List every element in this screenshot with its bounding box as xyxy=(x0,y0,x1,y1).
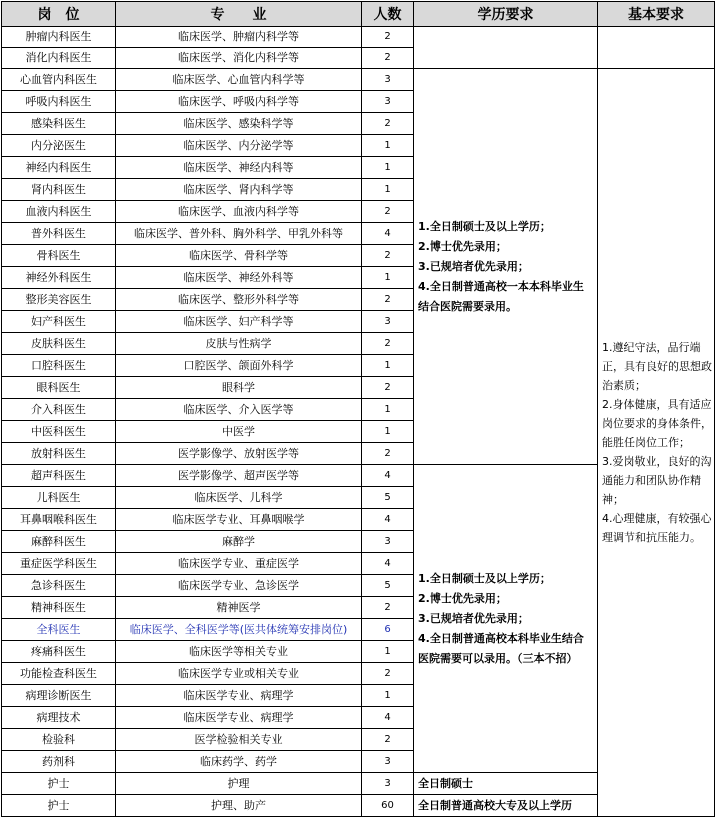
basic-requirement-line: 1.遵纪守法，品行端正，具有良好的思想政治素质； xyxy=(602,341,712,392)
position-cell: 耳鼻咽喉科医生 xyxy=(2,509,116,531)
major-cell: 临床医学、肾内科学等 xyxy=(116,179,362,201)
major-cell: 临床医学、心血管内科学等 xyxy=(116,69,362,91)
position-cell: 病理技术 xyxy=(2,707,116,729)
major-cell: 医学影像学、放射医学等 xyxy=(116,443,362,465)
table-row xyxy=(2,69,715,91)
count-cell: 3 xyxy=(362,311,414,333)
position-cell: 妇产科医生 xyxy=(2,311,116,333)
header-major: 专 业 xyxy=(116,2,362,27)
position-cell: 药剂科 xyxy=(2,751,116,773)
position-cell: 介入科医生 xyxy=(2,399,116,421)
education-cell: 全日制硕士 xyxy=(414,773,598,795)
count-cell: 2 xyxy=(362,113,414,135)
education-cell: 全日制普通高校大专及以上学历 xyxy=(414,795,598,817)
position-cell: 感染科医生 xyxy=(2,113,116,135)
position-cell: 肾内科医生 xyxy=(2,179,116,201)
major-cell: 临床医学等相关专业 xyxy=(116,641,362,663)
education-empty-cell xyxy=(414,27,598,69)
count-cell: 3 xyxy=(362,751,414,773)
major-cell: 临床医学、全科医学等(医共体统筹安排岗位) xyxy=(116,619,362,641)
count-cell: 1 xyxy=(362,641,414,663)
count-cell: 2 xyxy=(362,48,414,69)
position-cell: 口腔科医生 xyxy=(2,355,116,377)
count-cell: 2 xyxy=(362,333,414,355)
major-cell: 医学检验相关专业 xyxy=(116,729,362,751)
position-cell: 皮肤科医生 xyxy=(2,333,116,355)
count-cell: 2 xyxy=(362,729,414,751)
education-line: 1.全日制硕士及以上学历； xyxy=(418,219,551,233)
count-cell: 3 xyxy=(362,773,414,795)
header-basic: 基本要求 xyxy=(598,2,715,27)
major-cell: 临床医学专业或相关专业 xyxy=(116,663,362,685)
count-cell: 1 xyxy=(362,135,414,157)
position-cell: 中医科医生 xyxy=(2,421,116,443)
table-row xyxy=(2,27,715,48)
basic-empty-cell xyxy=(598,27,715,69)
position-cell: 神经内科医生 xyxy=(2,157,116,179)
count-cell: 2 xyxy=(362,663,414,685)
position-cell: 功能检查科医生 xyxy=(2,663,116,685)
major-cell: 临床医学、血液内科学等 xyxy=(116,201,362,223)
major-cell: 皮肤与性病学 xyxy=(116,333,362,355)
position-cell: 精神科医生 xyxy=(2,597,116,619)
count-cell: 4 xyxy=(362,707,414,729)
position-cell: 儿科医生 xyxy=(2,487,116,509)
position-cell: 骨科医生 xyxy=(2,245,116,267)
major-cell: 临床医学、神经外科等 xyxy=(116,267,362,289)
position-cell: 检验科 xyxy=(2,729,116,751)
count-cell: 1 xyxy=(362,399,414,421)
position-cell: 神经外科医生 xyxy=(2,267,116,289)
basic-requirement-line: 2.身体健康，具有适应岗位要求的身体条件，能胜任岗位工作； xyxy=(602,398,712,449)
header-count: 人数 xyxy=(362,2,414,27)
major-cell: 临床医学、神经内科等 xyxy=(116,157,362,179)
position-cell: 麻醉科医生 xyxy=(2,531,116,553)
position-cell: 病理诊断医生 xyxy=(2,685,116,707)
major-cell: 临床医学专业、重症医学 xyxy=(116,553,362,575)
position-cell: 消化内科医生 xyxy=(2,48,116,69)
position-cell: 心血管内科医生 xyxy=(2,69,116,91)
position-cell: 全科医生 xyxy=(2,619,116,641)
count-cell: 1 xyxy=(362,267,414,289)
position-cell: 疼痛科医生 xyxy=(2,641,116,663)
major-cell: 临床医学专业、病理学 xyxy=(116,685,362,707)
count-cell: 2 xyxy=(362,201,414,223)
table-body xyxy=(2,27,715,817)
count-cell: 60 xyxy=(362,795,414,817)
count-cell: 4 xyxy=(362,465,414,487)
count-cell: 3 xyxy=(362,91,414,113)
position-cell: 超声科医生 xyxy=(2,465,116,487)
position-cell: 血液内科医生 xyxy=(2,201,116,223)
position-cell: 呼吸内科医生 xyxy=(2,91,116,113)
count-cell: 5 xyxy=(362,487,414,509)
basic-requirement-line: 4.心理健康，有较强心理调节和抗压能力。 xyxy=(602,512,712,544)
major-cell: 临床医学、儿科学 xyxy=(116,487,362,509)
header-education: 学历要求 xyxy=(414,2,598,27)
major-cell: 临床医学、消化内科学等 xyxy=(116,48,362,69)
education-line: 4.全日制普通高校一本本科毕业生结合医院需要录用。 xyxy=(418,279,584,313)
major-cell: 口腔医学、颌面外科学 xyxy=(116,355,362,377)
major-cell: 医学影像学、超声医学等 xyxy=(116,465,362,487)
education-block-2 xyxy=(414,465,598,773)
count-cell: 2 xyxy=(362,377,414,399)
recruitment-table xyxy=(1,1,715,817)
major-cell: 麻醉学 xyxy=(116,531,362,553)
count-cell: 5 xyxy=(362,575,414,597)
education-block-1 xyxy=(414,69,598,465)
count-cell: 4 xyxy=(362,509,414,531)
count-cell: 2 xyxy=(362,27,414,48)
education-line: 3.已规培者优先录用； xyxy=(418,611,529,625)
major-cell: 眼科学 xyxy=(116,377,362,399)
count-cell: 2 xyxy=(362,597,414,619)
major-cell: 临床医学、内分泌学等 xyxy=(116,135,362,157)
position-cell: 护士 xyxy=(2,773,116,795)
position-cell: 肿瘤内科医生 xyxy=(2,27,116,48)
major-cell: 临床医学专业、急诊医学 xyxy=(116,575,362,597)
count-cell: 1 xyxy=(362,355,414,377)
count-cell: 1 xyxy=(362,685,414,707)
header-position: 岗 位 xyxy=(2,2,116,27)
major-cell: 临床医学、妇产科学等 xyxy=(116,311,362,333)
count-cell: 3 xyxy=(362,531,414,553)
major-cell: 护理、助产 xyxy=(116,795,362,817)
education-line: 4.全日制普通高校本科毕业生结合医院需要可以录用。（三本不招） xyxy=(418,631,584,665)
major-cell: 中医学 xyxy=(116,421,362,443)
major-cell: 临床医学、介入医学等 xyxy=(116,399,362,421)
major-cell: 临床医学、骨科学等 xyxy=(116,245,362,267)
position-cell: 普外科医生 xyxy=(2,223,116,245)
count-cell: 1 xyxy=(362,179,414,201)
count-cell: 6 xyxy=(362,619,414,641)
count-cell: 2 xyxy=(362,443,414,465)
count-cell: 3 xyxy=(362,69,414,91)
count-cell: 1 xyxy=(362,421,414,443)
education-line: 3.已规培者优先录用； xyxy=(418,259,529,273)
education-line: 1.全日制硕士及以上学历； xyxy=(418,571,551,585)
major-cell: 临床药学、药学 xyxy=(116,751,362,773)
basic-requirements xyxy=(598,69,715,817)
major-cell: 临床医学、整形外科学等 xyxy=(116,289,362,311)
count-cell: 1 xyxy=(362,157,414,179)
position-cell: 护士 xyxy=(2,795,116,817)
education-line: 2.博士优先录用； xyxy=(418,591,507,605)
major-cell: 临床医学专业、病理学 xyxy=(116,707,362,729)
major-cell: 护理 xyxy=(116,773,362,795)
position-cell: 整形美容医生 xyxy=(2,289,116,311)
position-cell: 重症医学科医生 xyxy=(2,553,116,575)
count-cell: 2 xyxy=(362,245,414,267)
count-cell: 4 xyxy=(362,223,414,245)
major-cell: 精神医学 xyxy=(116,597,362,619)
major-cell: 临床医学、呼吸内科学等 xyxy=(116,91,362,113)
major-cell: 临床医学专业、耳鼻咽喉学 xyxy=(116,509,362,531)
position-cell: 内分泌医生 xyxy=(2,135,116,157)
major-cell: 临床医学、普外科、胸外科学、甲乳外科等 xyxy=(116,223,362,245)
count-cell: 4 xyxy=(362,553,414,575)
position-cell: 急诊科医生 xyxy=(2,575,116,597)
count-cell: 2 xyxy=(362,289,414,311)
major-cell: 临床医学、感染科学等 xyxy=(116,113,362,135)
position-cell: 眼科医生 xyxy=(2,377,116,399)
education-line: 2.博士优先录用； xyxy=(418,239,507,253)
basic-requirement-line: 3.爱岗敬业，良好的沟通能力和团队协作精神； xyxy=(602,455,712,506)
position-cell: 放射科医生 xyxy=(2,443,116,465)
major-cell: 临床医学、肿瘤内科学等 xyxy=(116,27,362,48)
